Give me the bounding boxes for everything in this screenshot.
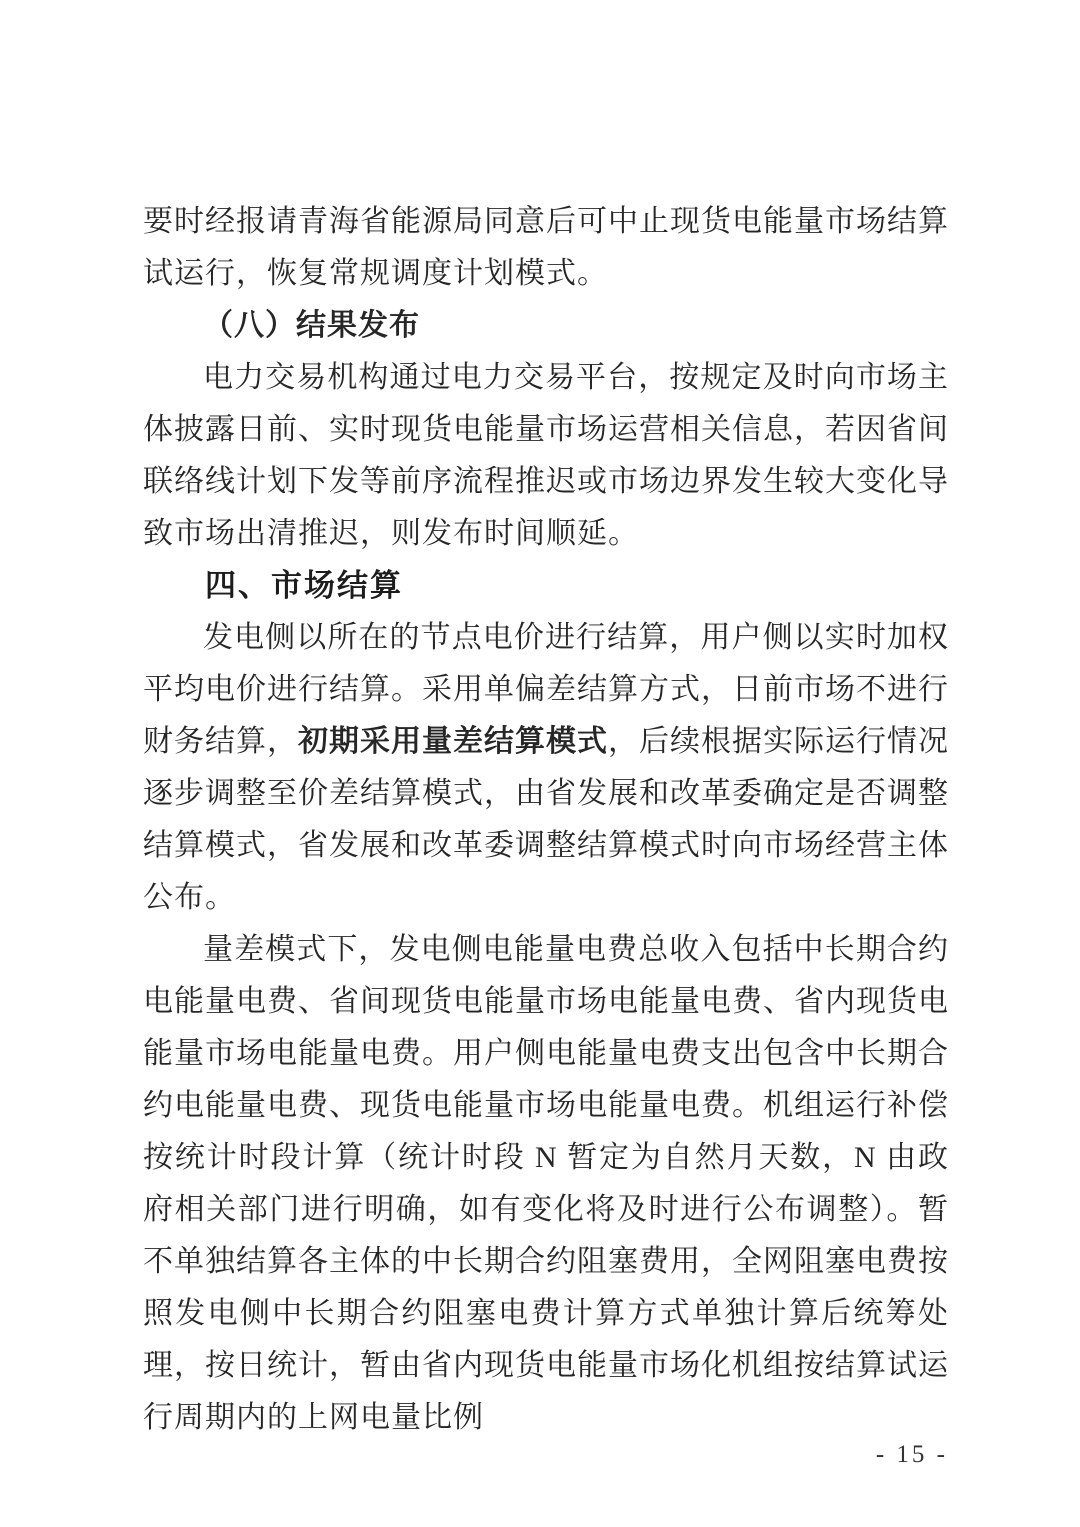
paragraph-volume-mode: 量差模式下，发电侧电能量电费总收入包括中长期合约电能量电费、省间现货电能量市场电能量电费、省内现货电能量市场电能量电费。用户侧电能量电费支出包含中长期合约电能量电费、现货电能量市场电能量电费。机组运行补偿按统计时段计算（统计时段 N 暂定为自然月天数，N 由政府相关部门进行明确，如有变化将及时进行公布调整）。暂不单独结算各主体的中长期合约阻塞费用，全网阻塞电费按照发电侧中长期合约阻塞电费计算方式单独计算后统筹处理，按日统计，暂由省内现货电能量市场化机组按结算试运行周期内的上网电量比例 xyxy=(143,933,949,1434)
document-body xyxy=(143,196,949,1444)
text-run: 发电侧以所在的节点电价进行结算，用户侧以实时加权平均电价进行结算。采用单偏差结算方式，日前市场不进行财务结算， xyxy=(143,621,949,758)
heading-result-release: （八）结果发布 xyxy=(203,309,420,342)
paragraph-continuation: 要时经报请青海省能源局同意后可中止现货电能量市场结算试运行，恢复常规调度计划模式。 xyxy=(143,205,949,290)
text-run: ，后续根据实际运行情况逐步调整至价差结算模式，由省发展和改革委确定是否调整结算模式，省发展和改革委调整结算模式时向市场经营主体公布。 xyxy=(143,725,949,914)
paragraph-result-release: 电力交易机构通过电力交易平台，按规定及时向市场主体披露日前、实时现货电能量市场运营相关信息，若因省间联络线计划下发等前序流程推迟或市场边界发生较大变化导致市场出清推迟，则发布时间顺延。 xyxy=(143,361,949,550)
paragraph-settlement-mode xyxy=(143,612,949,924)
text-run-bold: 初期采用量差结算模式 xyxy=(298,725,608,758)
heading-market-settlement: 四、市场结算 xyxy=(205,568,403,603)
page-number: - 15 - xyxy=(875,1441,948,1468)
